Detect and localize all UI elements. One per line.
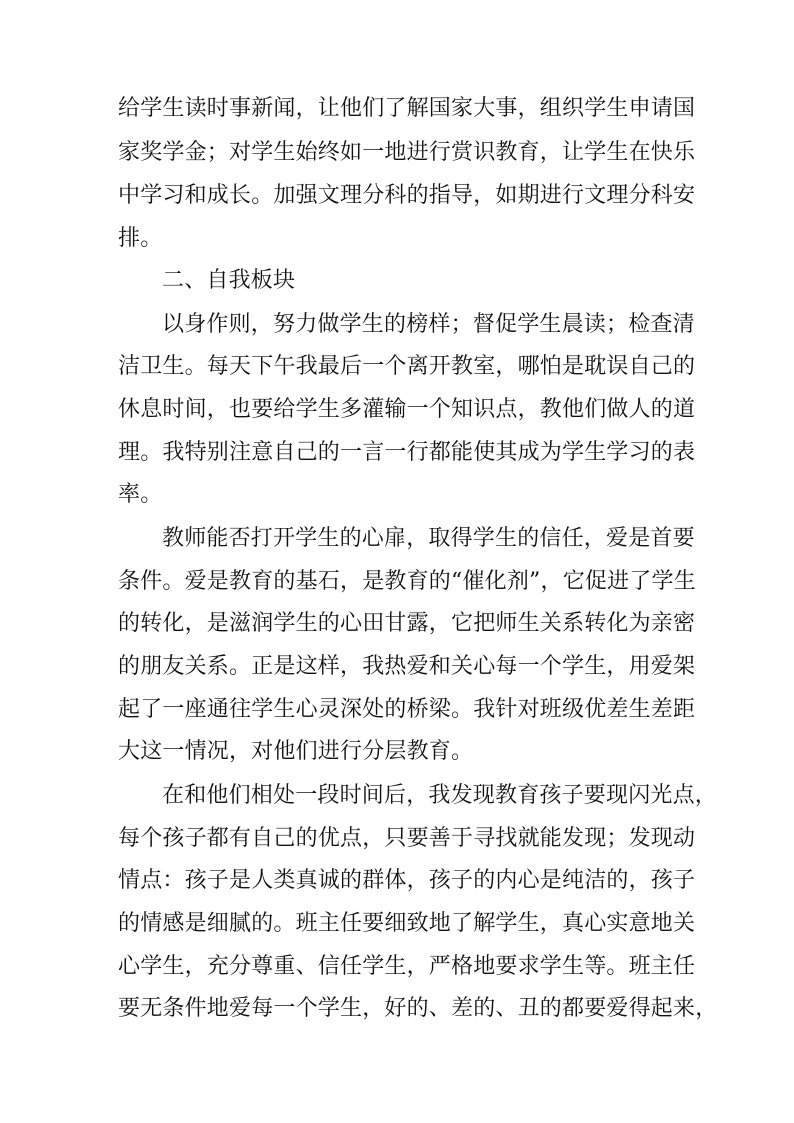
text-line: 的情感是细腻的。班主任要细致地了解学生，真心实意地关 xyxy=(118,911,696,936)
text-line: 家奖学金；对学生始终如一地进行赏识教育，让学生在快乐 xyxy=(118,140,696,165)
text-line: 排。 xyxy=(118,226,163,251)
text-line: 情点：孩子是人类真诚的群体，孩子的内心是纯洁的，孩子 xyxy=(118,868,696,893)
text-line: 大这一情况，对他们进行分层教育。 xyxy=(118,739,474,764)
text-line: 中学习和成长。加强文理分科的指导，如期进行文理分科安 xyxy=(118,183,696,208)
text-line: 洁卫生。每天下午我最后一个离开教室，哪怕是耽误自己的 xyxy=(118,354,696,379)
text-line: 以身作则，努力做学生的榜样；督促学生晨读；检查清 xyxy=(162,312,695,337)
text-line: 要无条件地爱每一个学生，好的、差的、丑的都要爱得起来， xyxy=(118,996,718,1021)
text-line: 条件。爱是教育的基石，是教育的“催化剂”，它促进了学生 xyxy=(118,569,696,594)
text-line: 的朋友关系。正是这样，我热爱和关心每一个学生，用爱架 xyxy=(118,654,696,679)
text-line: 在和他们相处一段时间后，我发现教育孩子要现闪光点， xyxy=(162,783,718,808)
text-line: 理。我特别注意自己的一言一行都能使其成为学生学习的表 xyxy=(118,440,696,465)
text-line: 每个孩子都有自己的优点，只要善于寻找就能发现；发现动 xyxy=(118,826,696,851)
text-line: 率。 xyxy=(118,482,163,507)
text-line: 心学生，充分尊重、信任学生，严格地要求学生等。班主任 xyxy=(118,954,696,979)
text-line: 休息时间，也要给学生多灌输一个知识点，教他们做人的道 xyxy=(118,397,696,422)
text-line: 教师能否打开学生的心扉，取得学生的信任，爱是首要 xyxy=(162,526,695,551)
text-line: 的转化，是滋润学生的心田甘露，它把师生关系转化为亲密 xyxy=(118,611,696,636)
text-line: 给学生读时事新闻，让他们了解国家大事，组织学生申请国 xyxy=(118,96,696,121)
section-heading: 二、自我板块 xyxy=(162,268,296,293)
text-line: 起了一座通往学生心灵深处的桥梁。我针对班级优差生差距 xyxy=(118,697,696,722)
